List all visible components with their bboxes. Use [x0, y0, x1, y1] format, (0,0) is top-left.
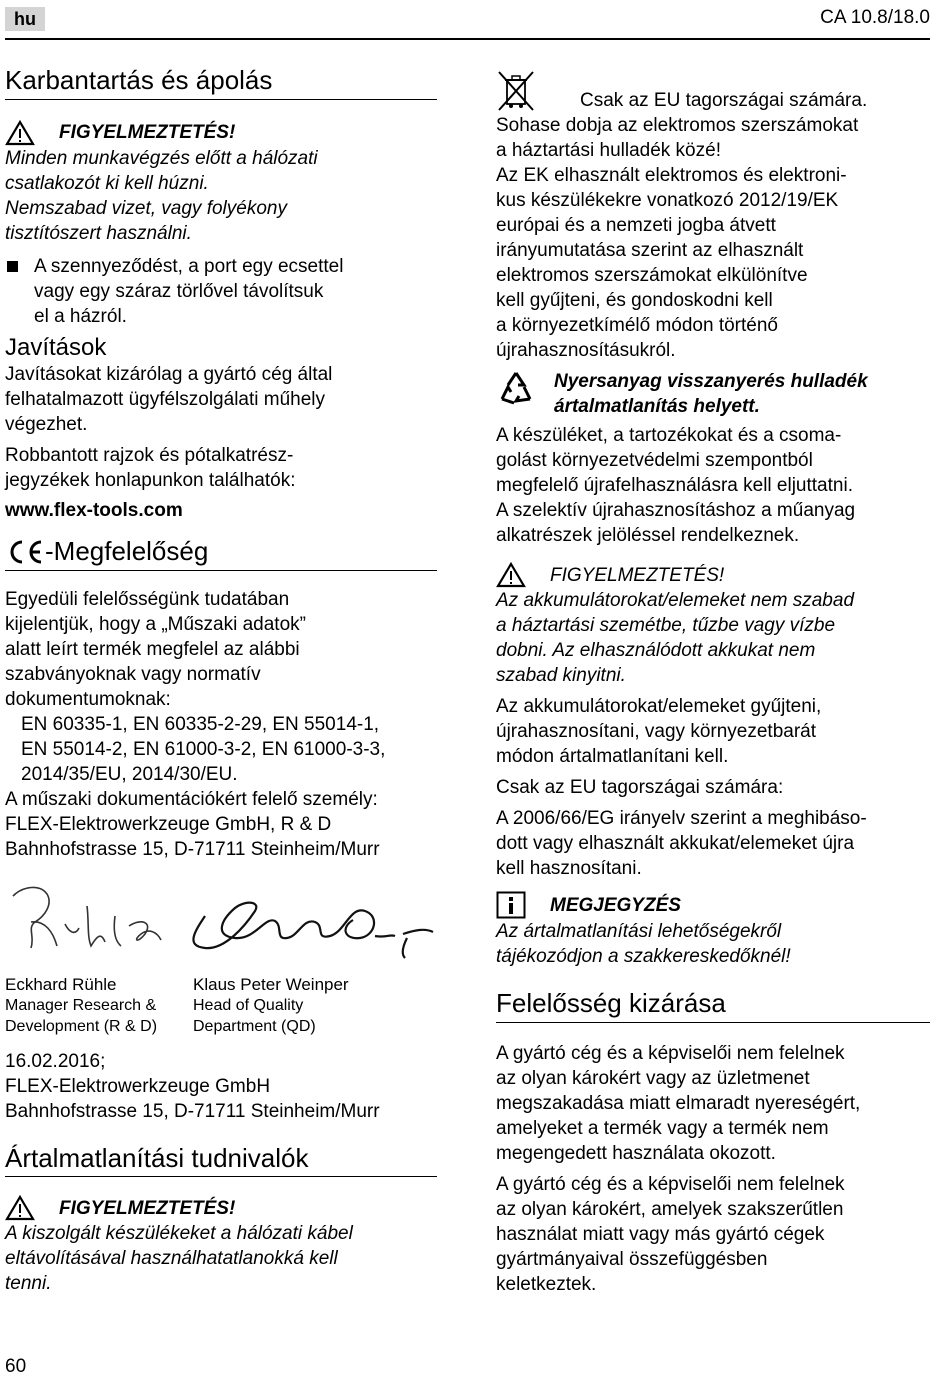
liability-title: Felelősség kizárása [496, 987, 930, 1023]
recycle-heading: ártalmatlanítás helyett. [554, 396, 760, 417]
signatory-name: Eckhard Rühle [5, 974, 117, 994]
weee-notice [496, 70, 930, 113]
signatory-role: Development (R & D) [5, 1017, 158, 1035]
warning-heading: FIGYELMEZTETÉS! [5, 1195, 437, 1221]
liability-text: A gyártó cég és a képviselői nem felelnek az olyan károkért, amelyek szakszerűtlen használat miatt vagy más gyártó cégek gyártmányaival összefüggésben keletkeztek. [496, 1173, 845, 1295]
warning-heading: FIGYELMEZTETÉS! [5, 120, 437, 146]
ce-text: Egyedüli felelősségünk tudatában [5, 588, 290, 610]
bullet-item: A szennyeződést, a port egy ecsettel vagy egy száraz törlővel távolítsuk el a házról. [5, 254, 437, 329]
parts-text: jegyzékek honlapunkon találhatók: [5, 470, 296, 492]
ce-text: szabványoknak vagy normatív [5, 663, 261, 685]
signature-weinper-image [175, 876, 435, 966]
info-icon [496, 891, 526, 919]
standards-list: 2014/35/EU, 2014/30/EU. [21, 763, 238, 785]
warning-triangle-icon [5, 1195, 35, 1221]
responsible-person: Bahnhofstrasse 15, D-71711 Steinheim/Murr [5, 838, 380, 860]
note-text: Az ártalmatlanítási lehetőségekről [496, 921, 782, 942]
eu-only-text: Csak az EU tagországai számára. [580, 90, 868, 111]
signatory-names [5, 974, 437, 1037]
standards-list: EN 55014-2, EN 61000-3-2, EN 61000-3-3, [21, 738, 386, 760]
crossed-bin-icon [496, 70, 536, 112]
warning-text: szabad kinyitni. [496, 665, 626, 686]
maintenance-title: Karbantartás és ápolás [5, 64, 437, 100]
right-column [496, 70, 930, 1297]
ce-text: alatt leírt termék megfelel az alábbi [5, 638, 300, 660]
standards-list: EN 60335-1, EN 60335-2-29, EN 55014-1, [21, 713, 380, 735]
battery-text: Az akkumulátorokat/elemeket gyűjteni, újrahasznosítani, vagy környezetbarát módon ártalmatlanítani kell. [496, 696, 822, 767]
signatory-name: Klaus Peter Weinper [193, 974, 349, 994]
website-link[interactable]: www.flex-tools.com [5, 500, 183, 522]
weee-text: Sohase dobja az elektromos szerszámokat a háztartási hulladék közé! Az EK elhasznált elektromos és elektroni- kus készülékekre vonatkozó 2012/19/EK európai és a nemzeti jogba átvett irányumutatása szerint az elhasznált elektromos szerszámokat elkülönítve kell gyűjteni, és gondoskodni kell a környezetkímélő módon történő újrahasznosításukról. [496, 115, 859, 361]
warning-text: a háztartási szemétbe, tűzbe vagy vízbe [496, 615, 836, 636]
warning-triangle-icon [5, 120, 35, 146]
signatory-role: Manager Research & [5, 996, 157, 1014]
warning-text: tisztítószert használni. [5, 222, 192, 244]
language-badge: hu [5, 7, 45, 31]
warning-text: csatlakozót ki kell húzni. [5, 172, 209, 194]
warning-text: tenni. [5, 1273, 52, 1295]
repairs-text: Javításokat kizárólag a gyártó cég által [5, 364, 333, 386]
repairs-title: Javítások [5, 333, 107, 361]
signatory-role: Department (QD) [193, 1017, 316, 1035]
recycle-heading: Nyersanyag visszanyerés hulladék [554, 371, 868, 392]
warning-text: Nemszabad vizet, vagy folyékony [5, 197, 287, 219]
bullet-square-icon [7, 261, 18, 272]
page-number: 60 [5, 1356, 27, 1377]
warning-text: dobni. Az elhasználódott akkukat nem [496, 640, 816, 661]
signatures [5, 876, 437, 974]
warning-triangle-icon [496, 562, 526, 588]
recycling-notice [496, 369, 930, 419]
warning-heading: FIGYELMEZTETÉS! [496, 562, 930, 588]
disposal-title: Ártalmatlanítási tudnivalók [5, 1142, 437, 1178]
note-heading: MEGJEGYZÉS [496, 891, 930, 919]
ce-conformity-title: -Megfelelőség [5, 535, 437, 571]
declaration-date: 16.02.2016; [5, 1050, 106, 1072]
company-address: Bahnhofstrasse 15, D-71711 Steinheim/Murr [5, 1100, 380, 1122]
signature-ruhle-image [5, 876, 165, 966]
ce-mark-icon [5, 538, 45, 566]
repairs-text: végezhet. [5, 414, 88, 436]
header-rule [5, 38, 930, 40]
recycle-icon [496, 369, 536, 409]
eu-only-text: Csak az EU tagországai számára: [496, 777, 784, 798]
parts-text: Robbantott rajzok és pótalkatrész- [5, 445, 294, 467]
model-number: CA 10.8/18.0 [820, 7, 930, 28]
liability-text: A gyártó cég és a képviselői nem felelnek az olyan károkért vagy az üzletmenet megszakadása miatt elmaradt nyereségért, amelyeket a termék vagy a termék nem megengedett használata okozott. [496, 1042, 861, 1164]
warning-text: eltávolításával használhatatlanokká kell [5, 1248, 338, 1270]
left-column [5, 64, 437, 1296]
directive-text: A 2006/66/EG irányelv szerint a meghibáso- dott vagy elhasznált akkukat/elemeket újra kell hasznosítani. [496, 808, 867, 879]
signatory-role: Head of Quality [193, 996, 304, 1014]
warning-text: A kiszolgált készülékeket a hálózati kábel [5, 1223, 353, 1245]
company-name: FLEX-Elektrowerkzeuge GmbH [5, 1075, 271, 1097]
responsible-person: FLEX-Elektrowerkzeuge GmbH, R & D [5, 813, 332, 835]
responsible-person: A műszaki dokumentációkért felelő személy: [5, 788, 378, 810]
ce-text: kijelentjük, hogy a „Műszaki adatok” [5, 613, 306, 635]
recycle-text: A készüléket, a tartozékokat és a csoma- golást környezetvédelmi szempontból megfelelő újrafelhasználásra kell eljuttatni. A szelektív újrahasznosításhoz a műanyag alkatrészek jelöléssel rendelkeznek. [496, 425, 856, 546]
repairs-text: felhatalmazott ügyfélszolgálati műhely [5, 389, 326, 411]
ce-text: dokumentumoknak: [5, 688, 171, 710]
warning-text: Az akkumulátorokat/elemeket nem szabad [496, 590, 855, 611]
warning-text: Minden munkavégzés előtt a hálózati [5, 147, 318, 169]
page-header [5, 5, 930, 37]
note-text: tájékozódjon a szakkereskedőknél! [496, 946, 791, 967]
